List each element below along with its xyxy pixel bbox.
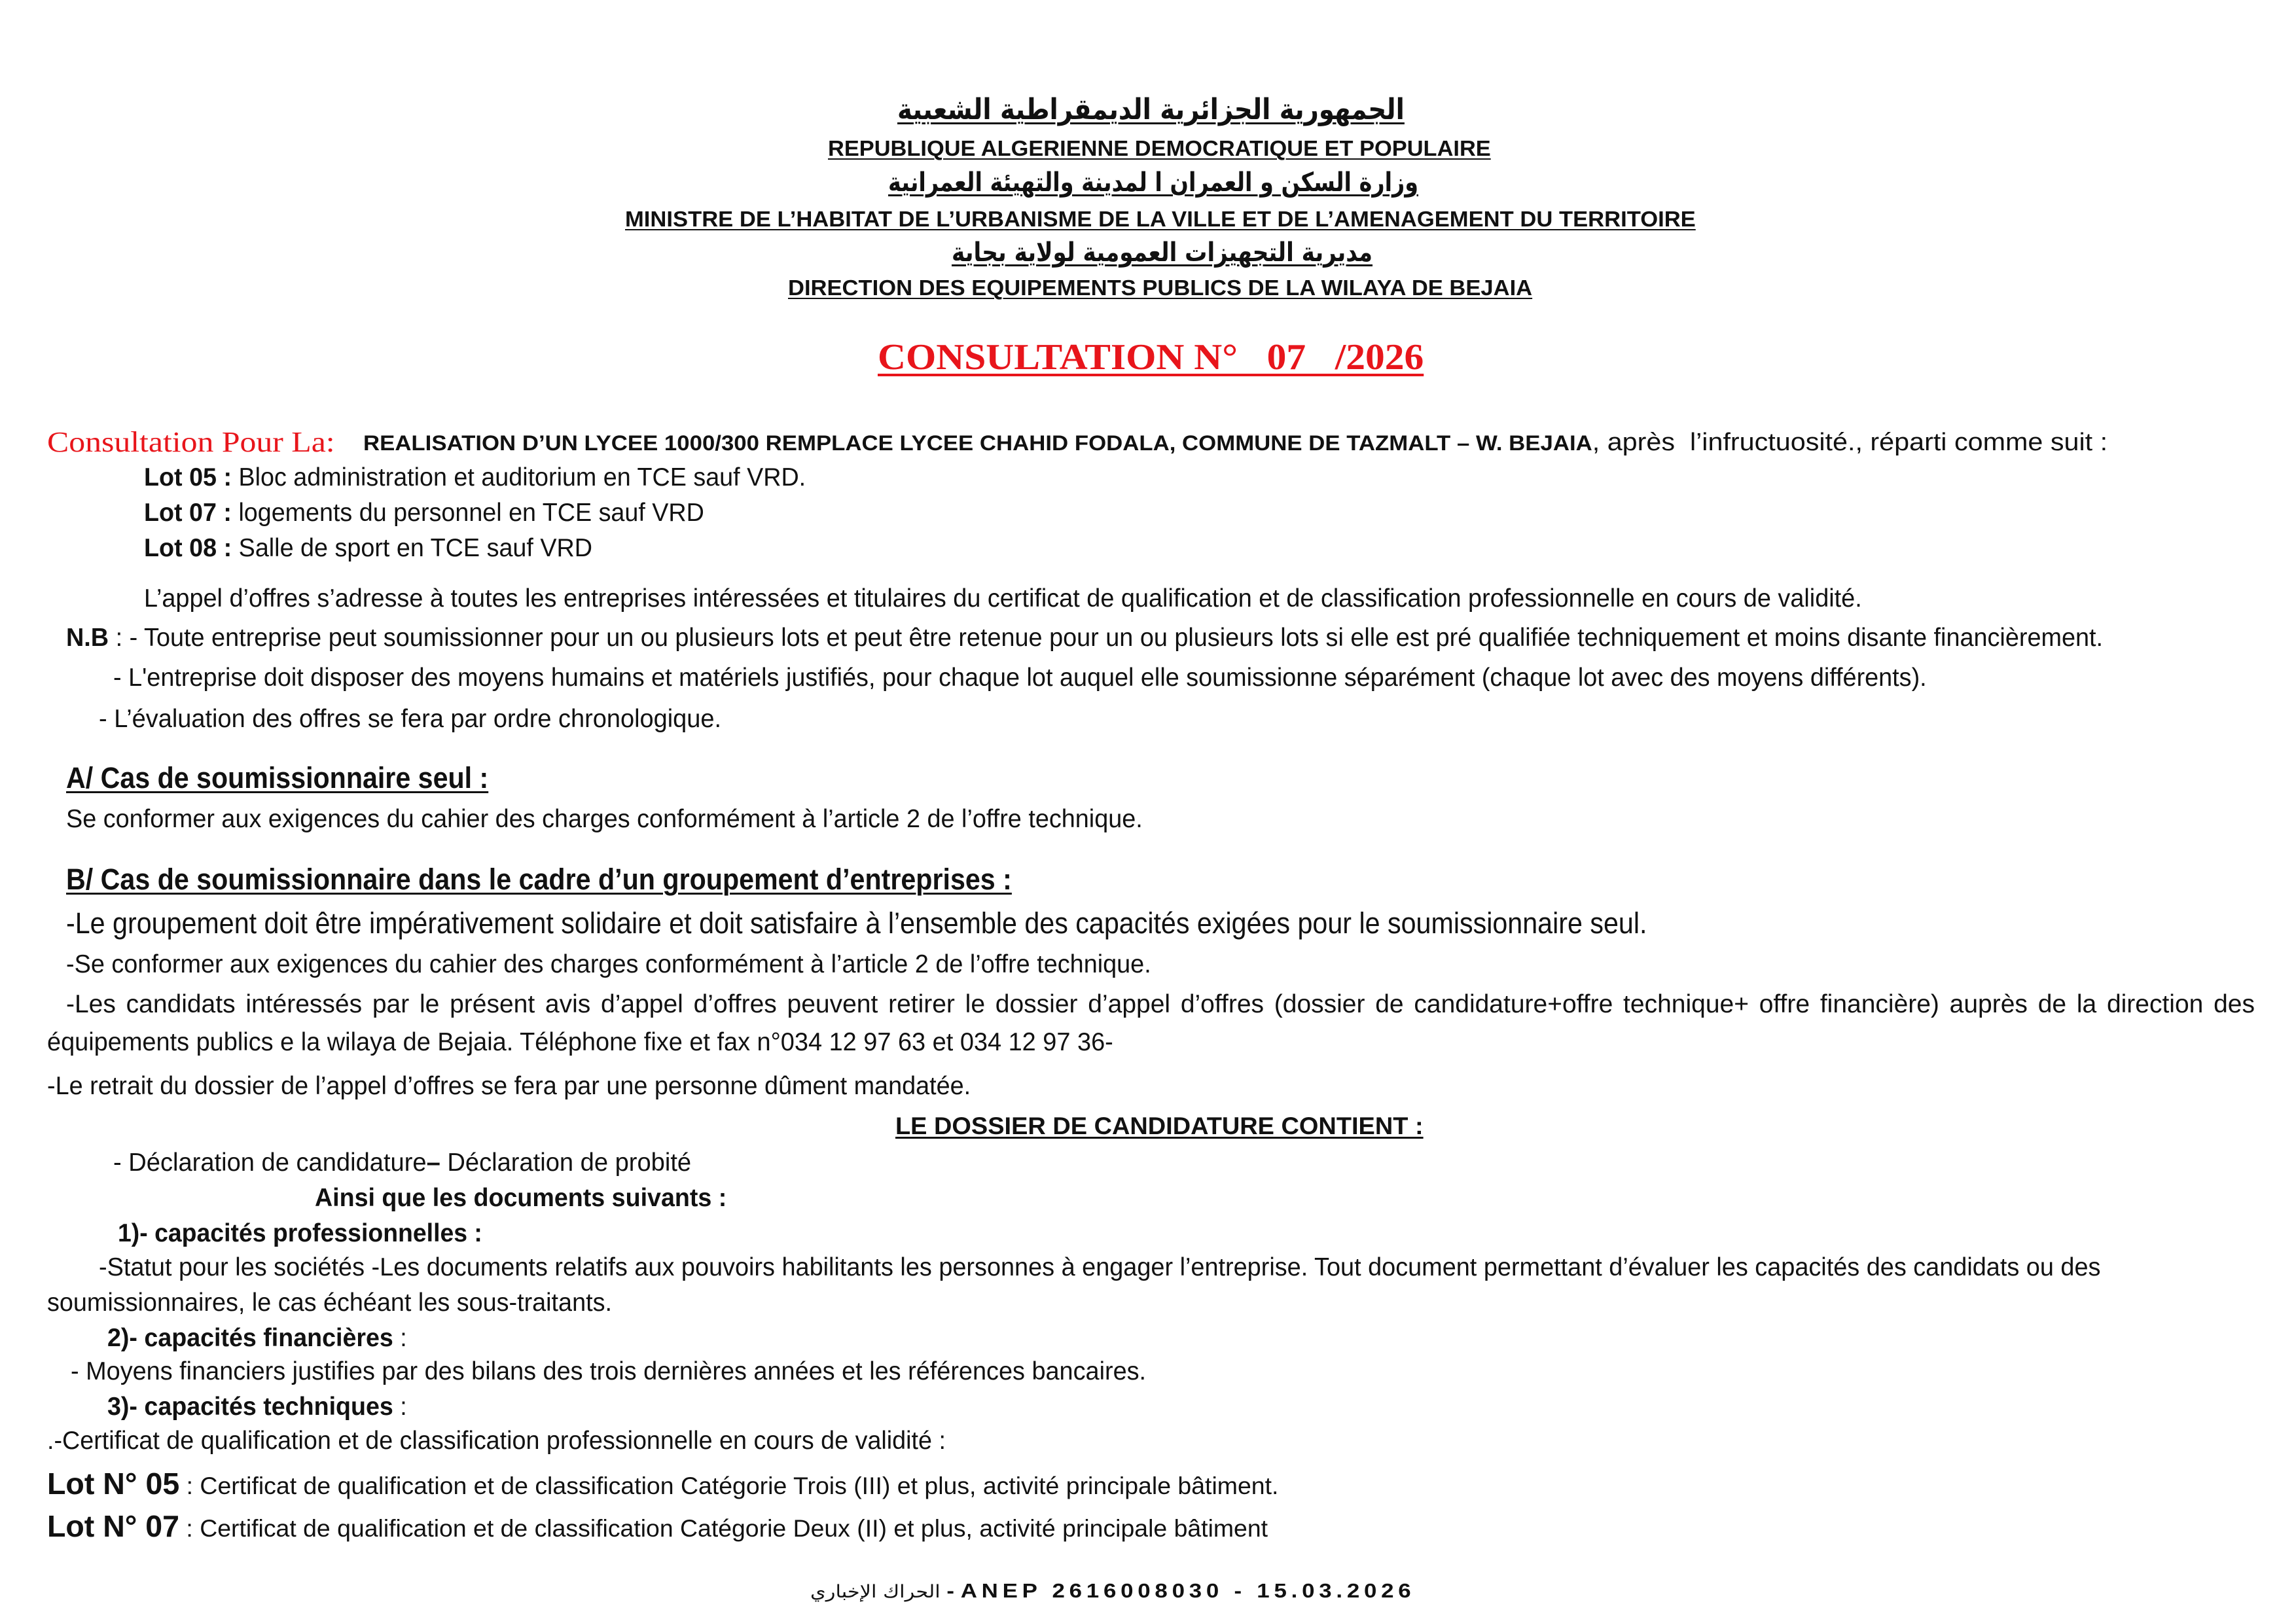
fin-heading-label: 2)- capacités financières	[107, 1324, 393, 1352]
fin-heading	[107, 1325, 407, 1351]
header-ministry-french: MINISTRE DE L’HABITAT DE L’URBANISME DE LA VILLE ET DE L’AMENAGEMENT DU TERRITOIRE	[625, 207, 1696, 231]
object-line	[363, 430, 2108, 455]
object-label: Consultation Pour La:	[47, 426, 335, 458]
consultation-title: CONSULTATION N° 07 /2026	[878, 337, 1424, 378]
nb-line-3: - L’évaluation des offres se fera par ordre chronologique.	[99, 705, 722, 733]
lot-label: Lot 05 :	[144, 463, 232, 491]
header-republic-arabic: الجمهورية الجزائرية الديمقراطية الشعبية	[897, 93, 1405, 126]
lot-item	[144, 465, 806, 490]
section-b-line: -Le retrait du dossier de l’appel d’offres se fera par une personne dûment mandatée.	[47, 1072, 971, 1100]
declaration-candidature: - Déclaration de candidature	[113, 1149, 427, 1177]
fin-heading-colon: :	[393, 1324, 407, 1352]
object-project: REALISATION D’UN LYCEE 1000/300 REMPLACE LYCEE CHAHID FODALA, COMMUNE DE TAZMALT – W. BEJAIA	[363, 431, 1592, 455]
tech-lot-line	[47, 1469, 1278, 1499]
prof-line: soumissionnaires, le cas échéant les sous-traitants.	[47, 1289, 612, 1317]
dossier-heading: LE DOSSIER DE CANDIDATURE CONTIENT :	[895, 1113, 1424, 1139]
eligibility-text: L’appel d’offres s’adresse à toutes les entreprises intéressées et titulaires du certificat de qualification et de classification professionnelle en cours de validité.	[144, 584, 1862, 613]
footer-reference	[810, 1580, 1415, 1601]
footer-publisher: الحراك الإخباري	[810, 1582, 941, 1602]
section-b-line: -Les candidats intéressés par le présent avis d’appel d’offres peuvent retirer le dossier d’appel d’offres (dossier de candidature+offre technique+ offre financière) auprès de la direction des	[66, 990, 2255, 1018]
section-b-line: équipements publics e la wilaya de Bejaia. Téléphone fixe et fax n°034 12 97 63 et 034 12 97 36-	[47, 1028, 1113, 1056]
lot-text: logements du personnel en TCE sauf VRD	[231, 499, 704, 527]
tech-lot-label: Lot N° 05	[47, 1467, 180, 1501]
declaration-separator: –	[426, 1149, 440, 1177]
section-b-line: -Le groupement doit être impérativement solidaire et doit satisfaire à l’ensemble des capacités exigées pour le soumissionnaire seul.	[66, 906, 1647, 940]
tech-lot-line	[47, 1511, 1268, 1541]
tech-heading	[107, 1394, 407, 1419]
lot-label: Lot 08 :	[144, 534, 232, 562]
nb-line-2: - L'entreprise doit disposer des moyens humains et matériels justifiés, pour chaque lot auquel elle soumissionne séparément (chaque lot avec des moyens différents).	[113, 664, 1927, 692]
tech-heading-label: 3)- capacités techniques	[107, 1393, 393, 1421]
prof-line: -Statut pour les sociétés -Les documents relatifs aux pouvoirs habilitants les personnes à engager l’entreprise. Tout document permettant d’évaluer les capacités des candidats ou des	[99, 1253, 2101, 1281]
lot-text: Salle de sport en TCE sauf VRD	[232, 534, 593, 562]
tech-lot-text: : Certificat de qualification et de classification Catégorie Deux (II) et plus, activité principale bâtiment	[179, 1515, 1268, 1542]
lot-item	[144, 535, 592, 561]
section-b-line: -Se conformer aux exigences du cahier des charges conformément à l’article 2 de l’offre technique.	[66, 950, 1151, 978]
header-ministry-arabic: وزارة السكن و العمران ا لمدينة والتهيئة العمرانية	[888, 168, 1419, 198]
dossier-declarations	[113, 1150, 691, 1175]
tech-text: .-Certificat de qualification et de classification professionnelle en cours de validité :	[47, 1427, 946, 1455]
prof-heading: 1)- capacités professionnelles :	[118, 1219, 482, 1247]
tech-lot-label: Lot N° 07	[47, 1509, 180, 1543]
lot-label: Lot 07 :	[144, 499, 232, 527]
nb-line-1	[66, 625, 2103, 651]
section-b-heading: B/ Cas de soumissionnaire dans le cadre d’un groupement d’entreprises :	[66, 863, 1012, 896]
declaration-probite: Déclaration de probité	[440, 1149, 692, 1177]
object-suffix: , après l’infructuosité., réparti comme suit :	[1592, 429, 2108, 456]
footer-anep-ref: - ANEP 2616008030 - 15.03.2026	[946, 1579, 1416, 1602]
header-republic-french: REPUBLIQUE ALGERIENNE DEMOCRATIQUE ET POPULAIRE	[828, 136, 1491, 160]
tech-lot-text: : Certificat de qualification et de classification Catégorie Trois (III) et plus, activité principale bâtiment.	[179, 1472, 1279, 1499]
lot-text: Bloc administration et auditorium en TCE sauf VRD.	[232, 463, 806, 491]
nb-text: : - Toute entreprise peut soumissionner pour un ou plusieurs lots et peut être retenue pour un ou plusieurs lots si elle est pré qualifiée techniquement et moins disante financièrement.	[109, 624, 2104, 652]
fin-text: - Moyens financiers justifies par des bilans des trois dernières années et les références bancaires.	[71, 1357, 1147, 1385]
header-direction-french: DIRECTION DES EQUIPEMENTS PUBLICS DE LA WILAYA DE BEJAIA	[788, 276, 1533, 300]
header-direction-arabic: مديرية التجهيزات العمومية لولاية بجاية	[952, 238, 1373, 268]
dossier-intro: Ainsi que les documents suivants :	[315, 1184, 727, 1212]
section-a-text: Se conformer aux exigences du cahier des charges conformément à l’article 2 de l’offre technique.	[66, 805, 1143, 833]
nb-label: N.B	[66, 624, 109, 652]
lot-item	[144, 500, 704, 526]
section-a-heading: A/ Cas de soumissionnaire seul :	[66, 761, 489, 794]
tech-heading-colon: :	[393, 1393, 407, 1421]
